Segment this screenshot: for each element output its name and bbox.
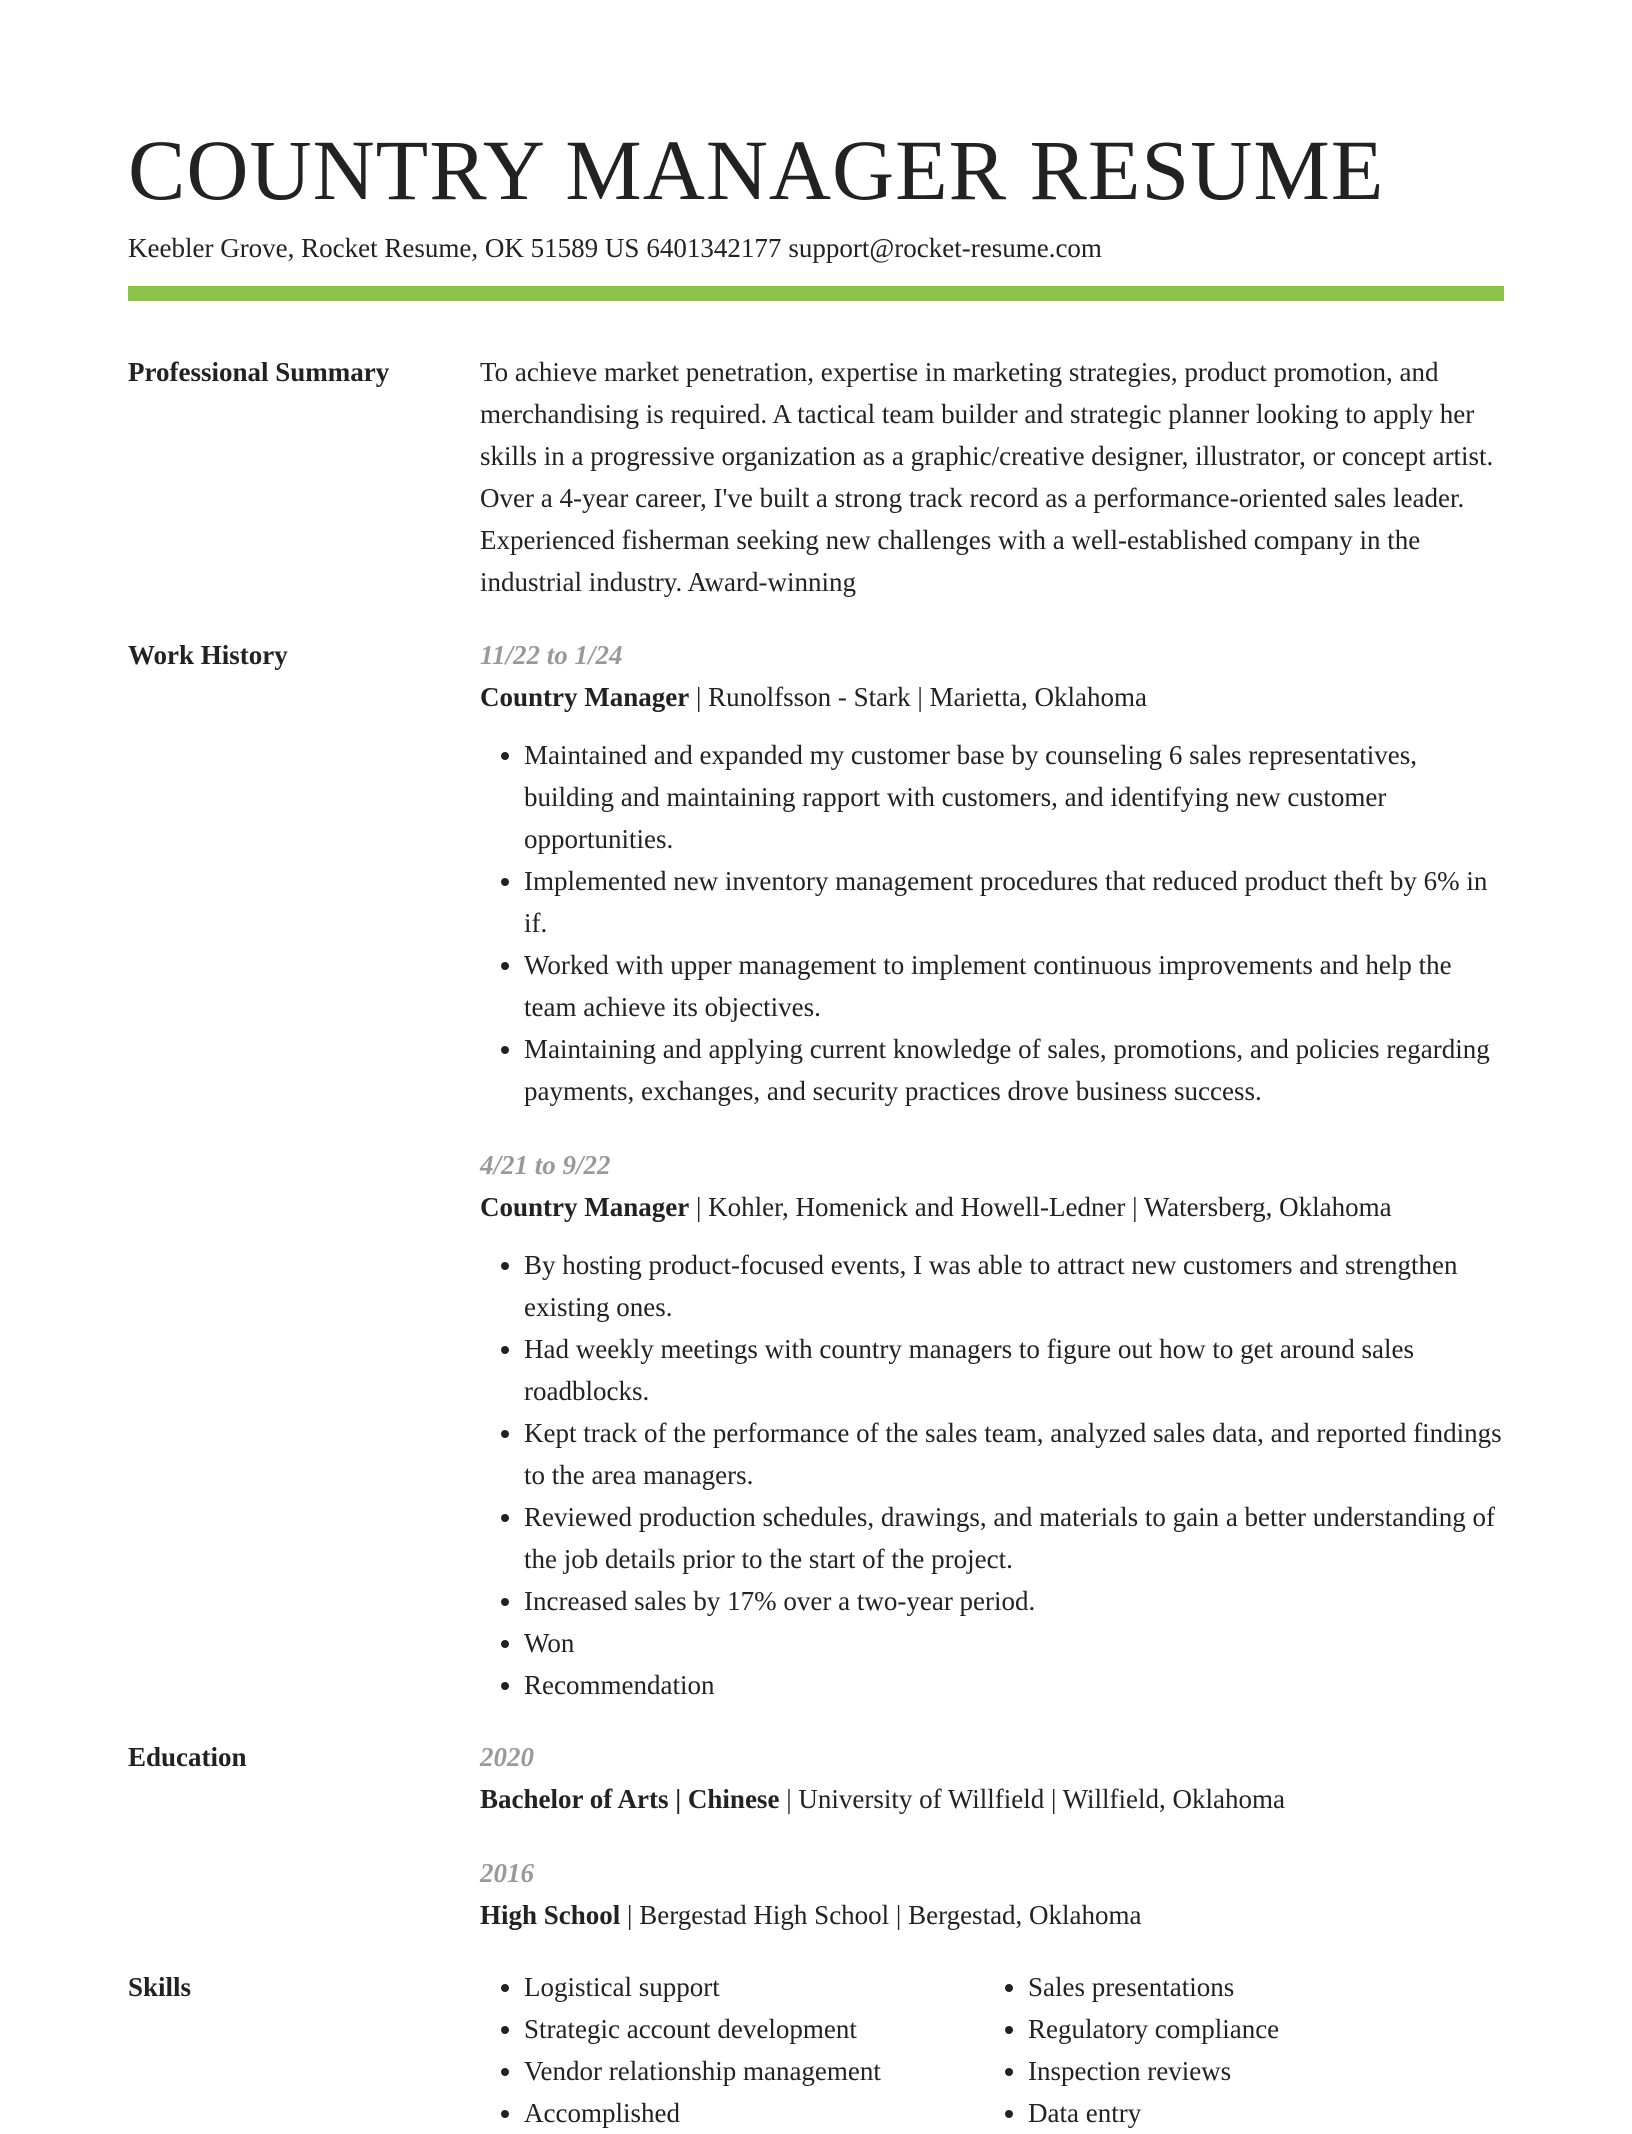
job-title: Country Manager — [480, 1192, 690, 1222]
education-year: 2016 — [480, 1858, 534, 1888]
skill-item: • Sales presentations — [1028, 1966, 1508, 2008]
job-details: | Kohler, Homenick and Howell-Ledner | Watersberg, Oklahoma — [689, 1192, 1392, 1222]
job-title: Country Manager — [480, 682, 690, 712]
work-history-body — [480, 634, 1504, 1706]
education-section — [128, 1736, 1504, 1936]
summary-section — [128, 351, 1504, 603]
skills-list-left — [480, 1966, 984, 2134]
skills-section — [128, 1966, 1504, 2134]
skill-item: • Strategic account development — [524, 2008, 984, 2050]
job-bullet: • Implemented new inventory management procedures that reduced product theft by 6% in if. — [524, 860, 1504, 944]
contact-address: Keebler Grove, Rocket Resume, OK 51589 US — [128, 233, 640, 263]
skill-item: • Accomplished — [524, 2092, 984, 2134]
job-dates: 4/21 to 9/22 — [480, 1150, 611, 1180]
job-role-line — [480, 1186, 1504, 1228]
skill-item: • Data entry — [1028, 2092, 1508, 2134]
header-divider — [128, 286, 1504, 301]
education-details: | University of Willfield | Willfield, Oklahoma — [779, 1784, 1285, 1814]
skills-columns — [480, 1966, 1504, 2134]
contact-line — [128, 230, 1504, 266]
job-role-line — [480, 676, 1504, 718]
education-details: | Bergestad High School | Bergestad, Oklahoma — [620, 1900, 1142, 1930]
section-label-education: Education — [128, 1742, 247, 1772]
education-degree: Bachelor of Arts | Chinese — [480, 1784, 780, 1814]
section-label-skills: Skills — [128, 1972, 192, 2002]
job-bullet: • Maintaining and applying current knowledge of sales, promotions, and policies regarding payments, exchanges, and security practices drove business success. — [524, 1028, 1504, 1112]
skill-item: • Regulatory compliance — [1028, 2008, 1508, 2050]
skill-item: • Vendor relationship management — [524, 2050, 984, 2092]
job-bullet: • By hosting product-focused events, I was able to attract new customers and strengthen existing ones. — [524, 1244, 1504, 1328]
job-details: | Runolfsson - Stark | Marietta, Oklahoma — [689, 682, 1147, 712]
job-dates: 11/22 to 1/24 — [480, 640, 623, 670]
education-line — [480, 1894, 1504, 1936]
contact-email: support@rocket-resume.com — [788, 233, 1102, 263]
skill-item: • Logistical support — [524, 1966, 984, 2008]
job-bullets — [480, 734, 1504, 1112]
contact-phone: 6401342177 — [646, 233, 782, 263]
job-bullet: • Maintained and expanded my customer base by counseling 6 sales representatives, building and maintaining rapport with customers, and identifying new customer opportunities. — [524, 734, 1504, 860]
resume-title: COUNTRY MANAGER RESUME — [128, 122, 1385, 218]
education-entry — [480, 1852, 1504, 1936]
section-label-work-history: Work History — [128, 640, 288, 670]
skill-item: • Inspection reviews — [1028, 2050, 1508, 2092]
job-bullets — [480, 1244, 1504, 1706]
job-bullet: • Recommendation — [524, 1664, 1504, 1706]
job-bullet: • Reviewed production schedules, drawings, and materials to gain a better understanding of the job details prior to the start of the project. — [524, 1496, 1504, 1580]
education-degree: High School — [480, 1900, 621, 1930]
education-entry — [480, 1736, 1504, 1820]
job-entry — [480, 634, 1504, 1112]
work-history-section — [128, 634, 1504, 1706]
job-bullet: • Had weekly meetings with country managers to figure out how to get around sales roadblocks. — [524, 1328, 1504, 1412]
job-bullet: • Worked with upper management to implement continuous improvements and help the team achieve its objectives. — [524, 944, 1504, 1028]
resume-page — [128, 120, 1504, 2134]
skills-list-right — [984, 1966, 1508, 2134]
job-bullet: • Increased sales by 17% over a two-year period. — [524, 1580, 1504, 1622]
education-body — [480, 1736, 1504, 1936]
job-entry — [480, 1144, 1504, 1706]
job-bullet: • Won — [524, 1622, 1504, 1664]
section-label-summary: Professional Summary — [128, 357, 390, 387]
education-line — [480, 1778, 1504, 1820]
summary-text: To achieve market penetration, expertise in marketing strategies, product promotion, and merchandising is required. A tactical team builder and strategic planner looking to apply her skills in a progressive organization as a graphic/creative designer, illustrator, or concept artist. Over a 4-year career, I've built a strong track record as a performance-oriented sales leader. Experienced fisherman seeking new challenges with a well-established company in the industrial industry. Award-winning — [480, 357, 1494, 597]
education-year: 2020 — [480, 1742, 534, 1772]
job-bullet: • Kept track of the performance of the sales team, analyzed sales data, and reported findings to the area managers. — [524, 1412, 1504, 1496]
